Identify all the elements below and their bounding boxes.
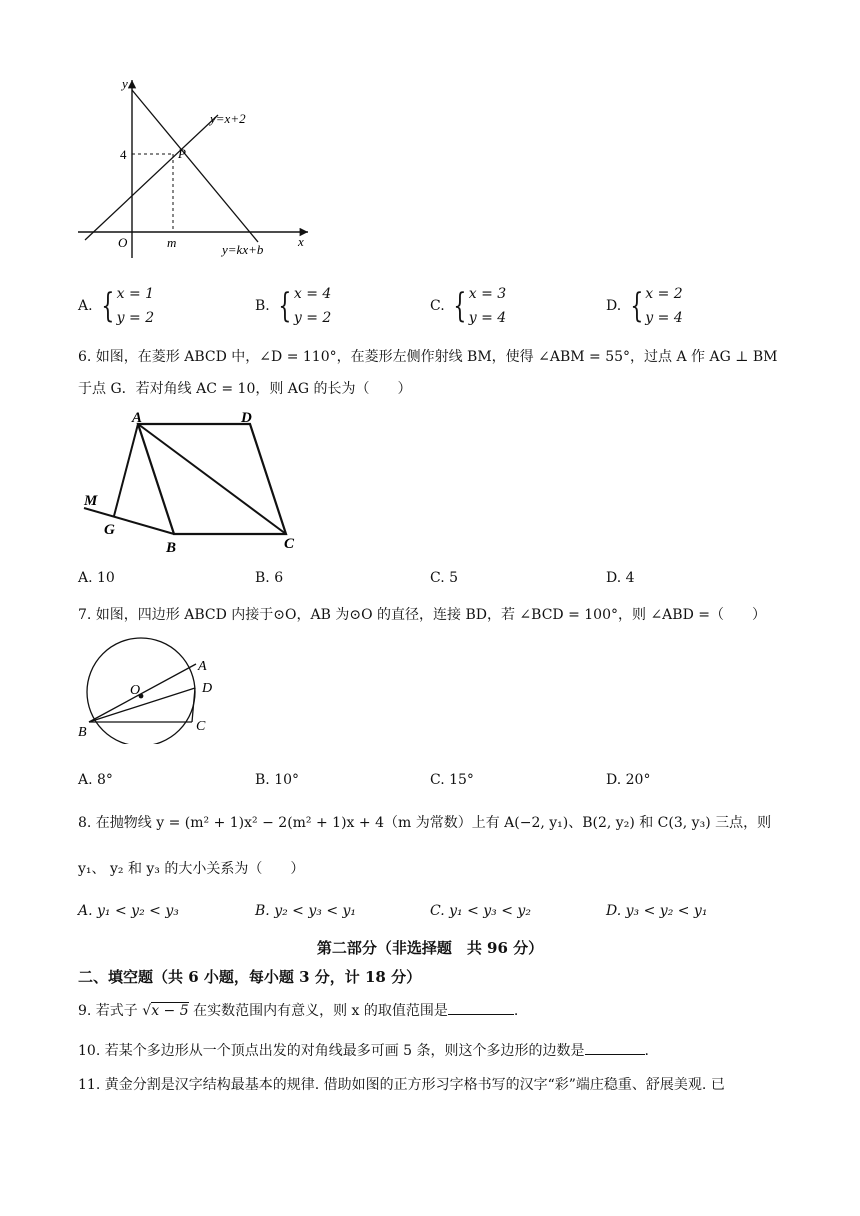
q6-stem-line1: 6. 如图，在菱形 ABCD 中，∠D = 110°，在菱形左侧作射线 BM，使得 ∠ABM = 55°，过点 A 作 AG ⊥ BM — [78, 349, 778, 365]
q10-answer-blank[interactable] — [585, 1042, 645, 1055]
x-axis-label: x — [298, 234, 304, 249]
q7-stem: 7. 如图，四边形 ABCD 内接于⊙O，AB 为⊙O 的直径，连接 BD，若 ∠BCD = 100°，则 ∠ABD =（ ） — [78, 607, 766, 623]
q5-option-a[interactable]: A. { x = 1 y = 2 — [78, 286, 155, 326]
q6-stem-line2: 于点 G．若对角线 AC = 10，则 AG 的长为（ ） — [78, 381, 412, 397]
q5-option-d[interactable]: D. { x = 2 y = 4 — [606, 286, 683, 326]
q6-option-a[interactable]: A. 10 — [78, 570, 115, 586]
rhombus-figure — [78, 408, 318, 558]
circle-figure — [72, 632, 232, 744]
chord-dc — [192, 688, 195, 722]
label-b: B — [78, 725, 87, 740]
circle-o — [87, 638, 195, 744]
segment-ag — [114, 424, 138, 516]
q7-option-c[interactable]: C. 15° — [430, 772, 474, 788]
label-b: B — [166, 540, 177, 556]
q8-stem-line2: y₁、 y₂ 和 y₃ 的大小关系为（ ） — [78, 861, 305, 877]
q5-option-b[interactable]: B. { x = 4 y = 2 — [255, 286, 332, 326]
q6-option-b[interactable]: B. 6 — [255, 570, 284, 586]
label-c: C — [196, 719, 206, 734]
q9-answer-blank[interactable] — [448, 1002, 514, 1015]
q6-option-c[interactable]: C. 5 — [430, 570, 459, 586]
label-d: D — [241, 410, 252, 426]
origin-label: O — [118, 235, 128, 250]
part2-title: 第二部分（非选择题 共 96 分） — [316, 939, 544, 957]
label-m: M — [84, 493, 98, 509]
ray-bm — [84, 508, 174, 534]
label-a: A — [198, 659, 207, 674]
q6-option-d[interactable]: D. 4 — [606, 570, 635, 586]
line-y-x-plus-2 — [85, 115, 218, 240]
diagonal-ac — [138, 424, 286, 534]
q7-option-d[interactable]: D. 20° — [606, 772, 651, 788]
line1-label: y=x+2 — [210, 111, 246, 126]
q8-option-c[interactable]: C. y₁ < y₃ < y₂ — [430, 903, 531, 919]
tick-m-label: m — [167, 235, 177, 250]
q7-option-b[interactable]: B. 10° — [255, 772, 300, 788]
q10-stem: 10. 若某个多边形从一个顶点出发的对角线最多可画 5 条，则这个多边形的边数是 . — [78, 1043, 649, 1059]
radicand: x − 5 — [151, 1003, 189, 1019]
y-axis-label: y — [122, 76, 128, 91]
section2-title: 二、填空题（共 6 小题，每小题 3 分，计 18 分） — [78, 968, 422, 986]
label-d: D — [202, 681, 213, 696]
label-g: G — [104, 522, 115, 538]
radical-sign: √ — [142, 1003, 152, 1019]
q8-option-b[interactable]: B. y₂ < y₃ < y₁ — [255, 903, 357, 919]
label-a: A — [132, 410, 143, 426]
q7-option-a[interactable]: A. 8° — [78, 772, 113, 788]
q11-stem: 11. 黄金分割是汉字结构最基本的规律. 借助如图的正方形习字格书写的汉字“彩”端庄稳重、舒展美观. 已 — [78, 1077, 725, 1093]
tick-4-label: 4 — [120, 147, 127, 162]
q9-stem: 9. 若式子 √x − 5 在实数范围内有意义，则 x 的取值范围是 . — [78, 1003, 519, 1019]
q8-option-a[interactable]: A. y₁ < y₂ < y₃ — [78, 903, 179, 919]
line2-label: y=kx+b — [222, 242, 264, 257]
q8-stem-line1: 8. 在抛物线 y = (m² + 1)x² − 2(m² + 1)x + 4（m 为常数）上有 A(−2, y₁)、B(2, y₂) 和 C(3, y₃) 三点，则 — [78, 815, 772, 831]
point-p-label: P — [178, 146, 186, 161]
q5-option-c[interactable]: C. { x = 3 y = 4 — [430, 286, 507, 326]
label-c: C — [284, 536, 295, 552]
linear-functions-graph — [70, 70, 320, 270]
label-o: O — [130, 683, 141, 698]
q8-option-d[interactable]: D. y₃ < y₂ < y₁ — [606, 903, 708, 919]
